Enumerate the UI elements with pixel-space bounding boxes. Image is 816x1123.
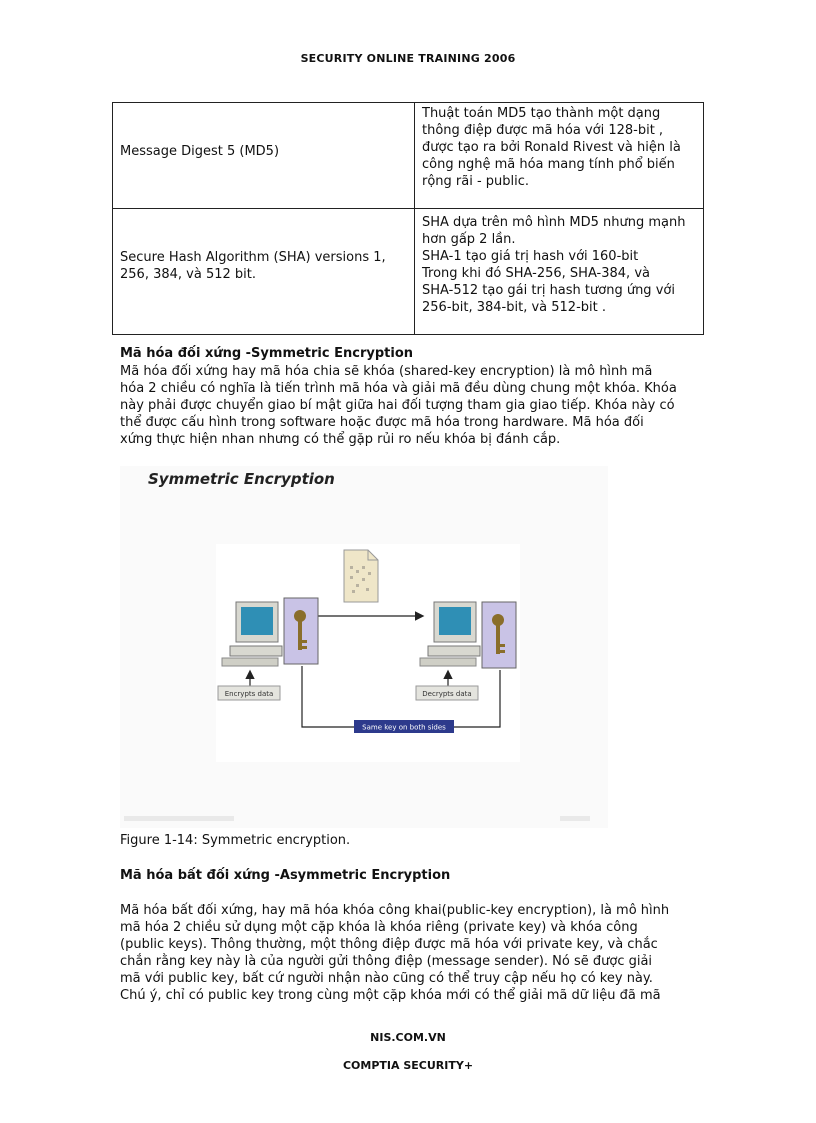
figure-page-ref-smudge	[560, 816, 590, 821]
encrypt-label: Encrypts data	[224, 690, 274, 698]
figure-copyright-smudge	[124, 816, 234, 821]
footer-course: COMPTIA SECURITY+	[342, 1059, 474, 1072]
asymmetric-paragraph	[120, 902, 710, 1004]
page-header: SECURITY ONLINE TRAINING 2006	[300, 52, 516, 65]
paragraph-line: Mã hóa đối xứng hay mã hóa chia sẽ khóa (shared-key encryption) là mô hình mã	[120, 364, 653, 379]
description-line: SHA-1 tạo giá trị hash với 160-bit	[422, 249, 639, 264]
diagram-drawing	[216, 544, 520, 762]
table-row	[113, 209, 704, 335]
description-line: Trong khi đó SHA-256, SHA-384, và	[422, 266, 650, 281]
paragraph-line: Mã hóa bất đối xứng, hay mã hóa khóa công khai(public-key encryption), là mô hình	[120, 903, 670, 918]
description-line: 256-bit, 384-bit, và 512-bit .	[422, 300, 606, 315]
figure-title: Symmetric Encryption	[148, 470, 335, 488]
key-card-icon	[482, 602, 516, 668]
paragraph-line: Chú ý, chỉ có public key trong cùng một cặp khóa mới có thể giải mã dữ liệu đã mã	[120, 988, 661, 1003]
key-connector-left	[302, 666, 354, 727]
paragraph-line: mã hóa 2 chiều sử dụng một cặp khóa là khóa riêng (private key) và khóa công	[120, 920, 638, 935]
shared-key-label: Same key on both sides	[362, 723, 446, 732]
symmetric-encryption-figure	[120, 466, 608, 828]
table-row	[113, 103, 704, 209]
figure-caption: Figure 1-14: Symmetric encryption.	[120, 833, 351, 848]
algorithm-name-cell	[113, 209, 415, 335]
document-icon	[344, 550, 378, 602]
paragraph-line: chắn rằng key này là của người gửi thông điệp (message sender). Nó sẽ được giải	[120, 954, 653, 969]
key-card-icon	[284, 598, 318, 664]
algorithm-description-cell	[415, 209, 704, 335]
description-line: được tạo ra bởi Ronald Rivest và hiện là	[422, 140, 681, 155]
decrypt-label: Decrypts data	[422, 690, 472, 698]
paragraph-line: này phải được chuyển giao bí mật giữa hai đối tượng tham gia giao tiếp. Khóa này có	[120, 398, 675, 413]
paragraph-line: mã với public key, bất cứ người nhận nào cũng có thể truy cập nếu họ có key này.	[120, 971, 653, 986]
symmetric-heading: Mã hóa đối xứng -Symmetric Encryption	[120, 346, 414, 361]
description-line: công nghệ mã hóa mang tính phổ biến	[422, 157, 675, 172]
receiver-computer-icon	[420, 602, 480, 666]
footer-site: NIS.COM.VN	[370, 1031, 446, 1044]
sender-computer-icon	[222, 602, 282, 666]
algorithm-description-cell	[415, 103, 704, 209]
hash-algorithms-table	[112, 102, 704, 335]
paragraph-line: thể được cấu hình trong software hoặc được mã hóa trong hardware. Mã hóa đối	[120, 415, 644, 430]
description-line: Thuật toán MD5 tạo thành một dạng	[422, 106, 661, 121]
symmetric-paragraph	[120, 363, 710, 448]
paragraph-line: (public keys). Thông thường, một thông điệp được mã hóa với private key, và chắc	[120, 937, 658, 952]
diagram-panel	[216, 544, 520, 762]
algorithm-name: Message Digest 5 (MD5)	[120, 144, 280, 159]
algorithm-name: Secure Hash Algorithm (SHA) versions 1, 256, 384, và 512 bit.	[120, 249, 386, 282]
description-line: SHA-512 tạo gái trị hash tương ứng với	[422, 283, 675, 298]
paragraph-line: hóa 2 chiều có nghĩa là tiến trình mã hóa và giải mã đều dùng chung một khóa. Khóa	[120, 381, 677, 396]
algorithm-name-cell	[113, 103, 415, 209]
paragraph-line: xứng thực hiện nhan nhưng có thể gặp rủi ro nếu khóa bị đánh cắp.	[120, 432, 561, 447]
description-line: SHA dựa trên mô hình MD5 nhưng mạnh	[422, 215, 686, 230]
description-line: hơn gấp 2 lần.	[422, 232, 516, 247]
description-line: thông điệp được mã hóa với 128-bit ,	[422, 123, 664, 138]
description-line: rộng rãi - public.	[422, 174, 530, 189]
asymmetric-heading: Mã hóa bất đối xứng -Asymmetric Encryption	[120, 868, 451, 883]
